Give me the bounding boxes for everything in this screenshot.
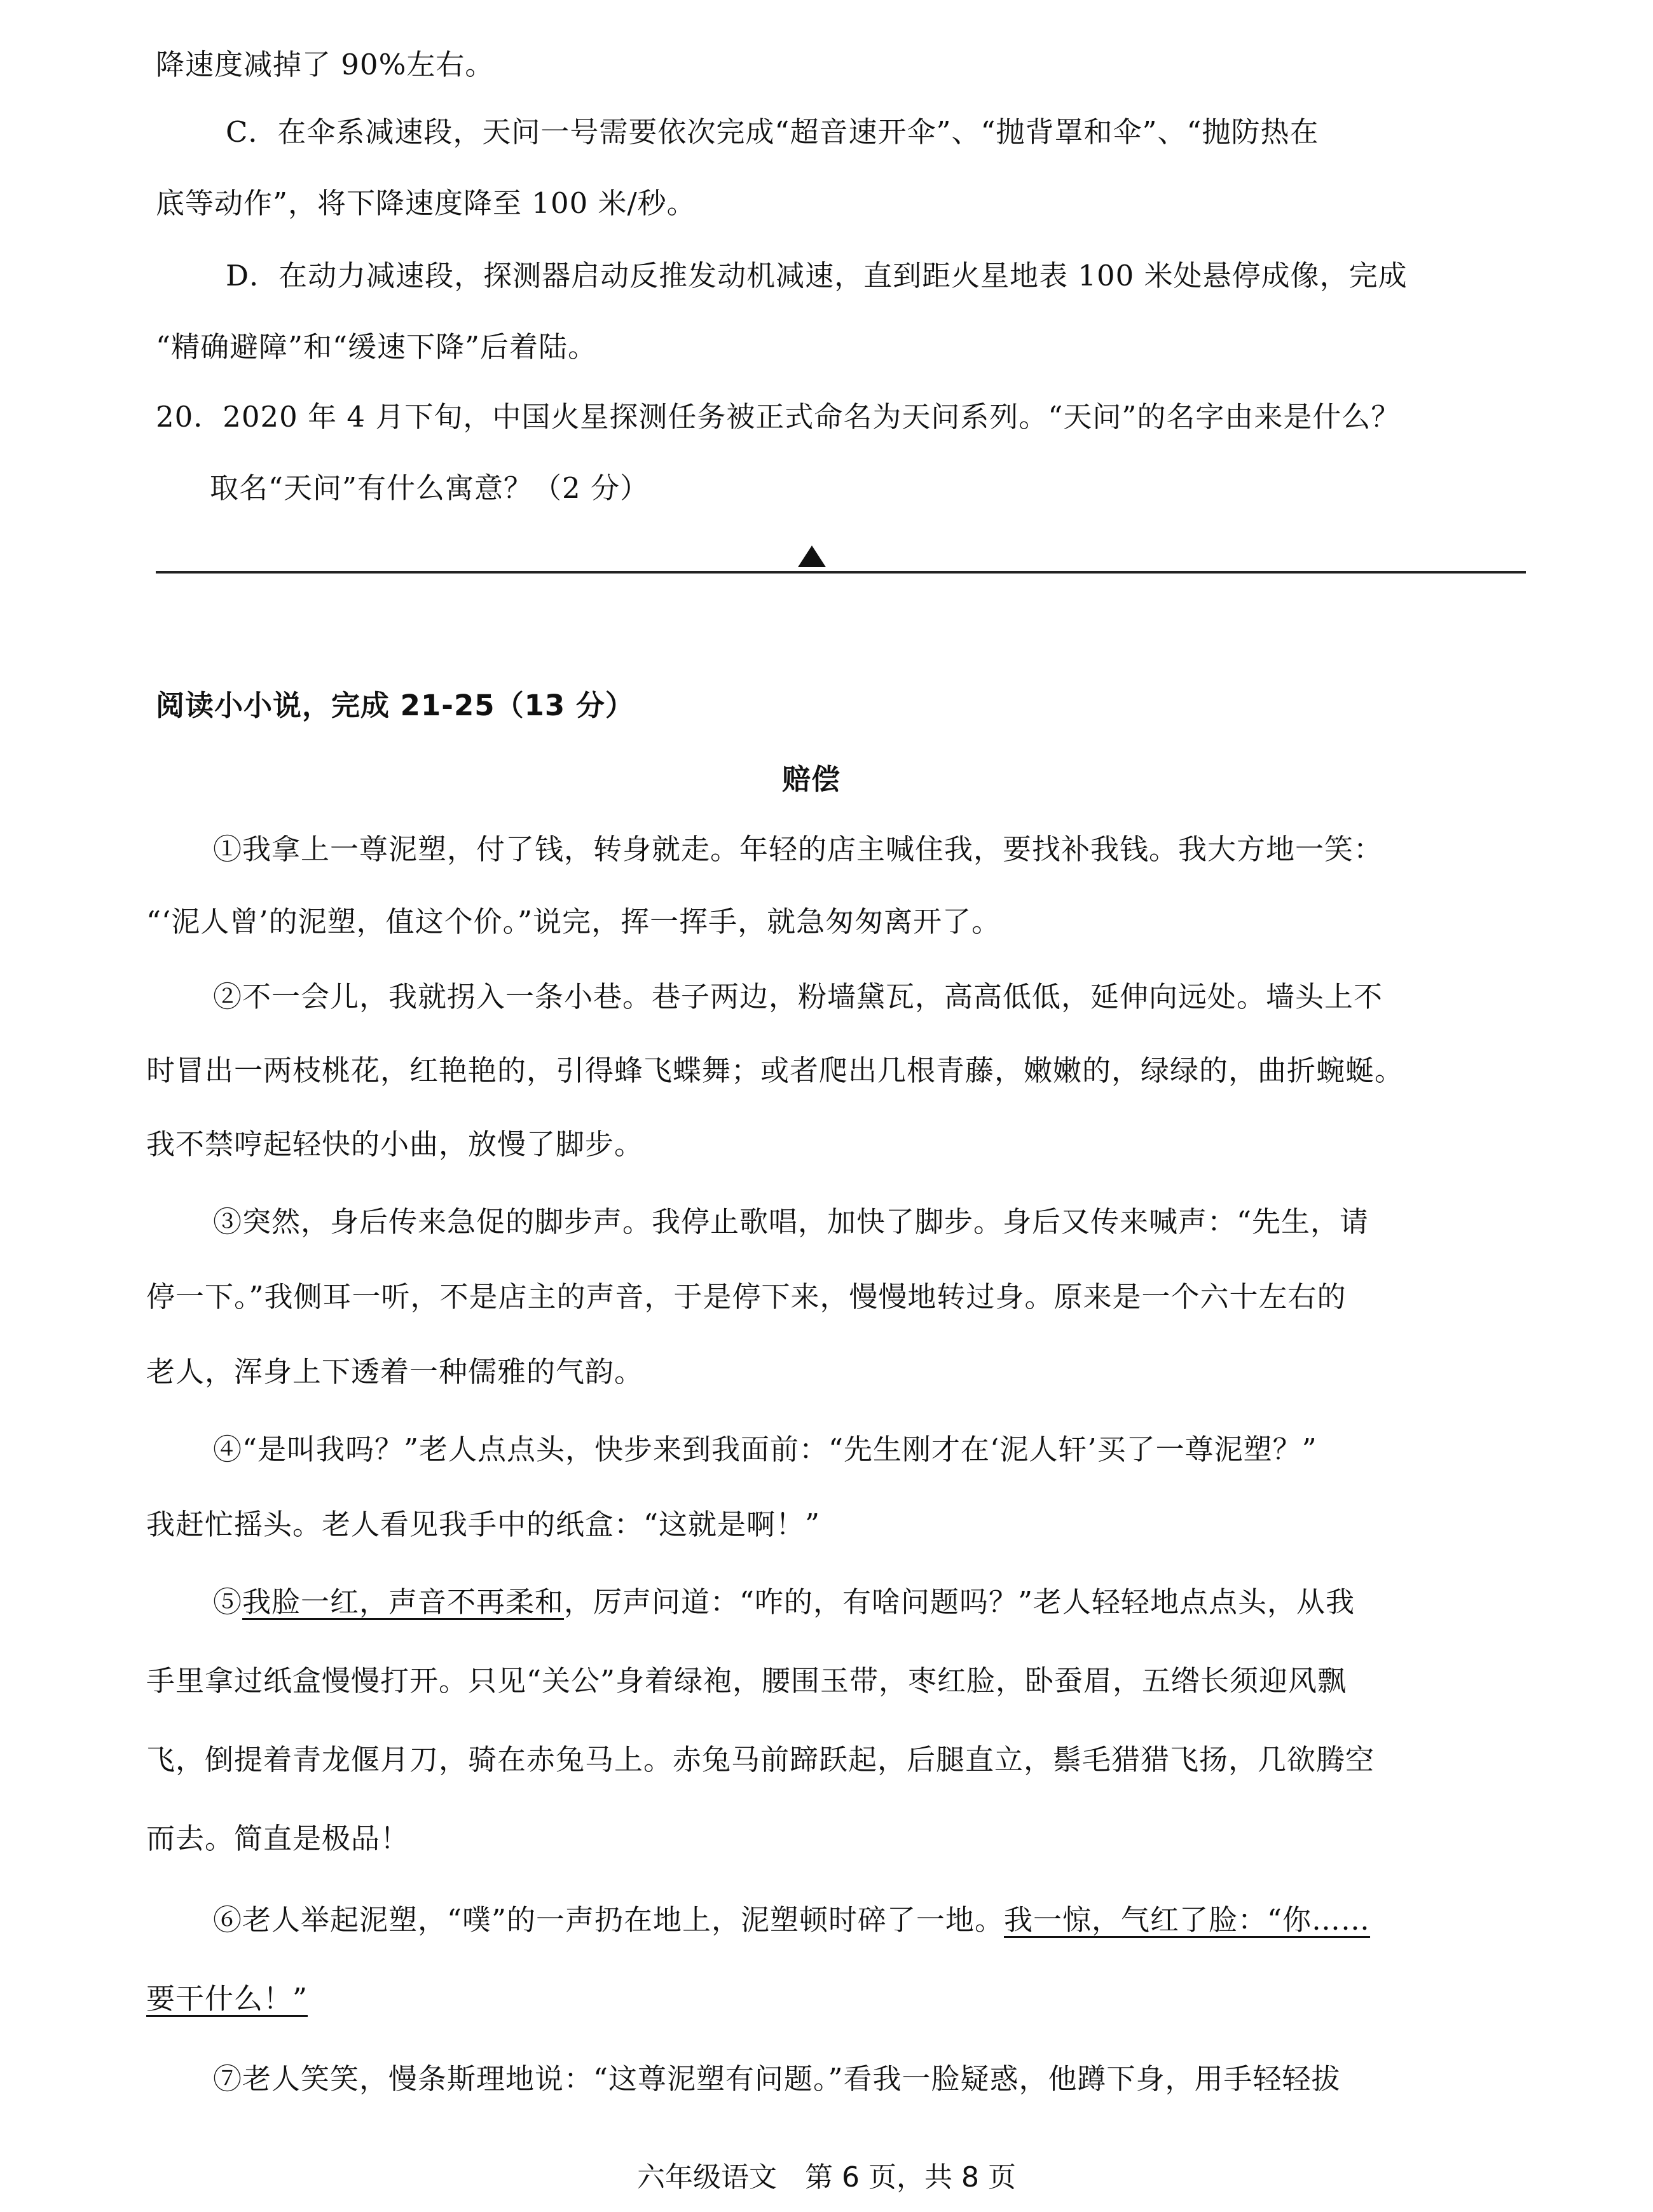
paragraph-1-line1: ①我拿上一尊泥塑，付了钱，转身就走。年轻的店主喊住我，要找补我钱。我大方地一笑： (213, 832, 1383, 866)
paragraph-5-underlined: 我脸一红，声音不再柔和 (242, 1585, 565, 1619)
q19-option-d-line2: “精确避障”和“缓速下降”后着陆。 (156, 330, 598, 364)
q19-option-b-end: 降速度减掉了 90%左右。 (156, 48, 495, 81)
paragraph-5-line3: 飞，倒提着青龙偃月刀，骑在赤兔马上。赤兔马前蹄跃起，后腿直立，鬃毛猎猎飞扬，几欲腾空 (146, 1743, 1375, 1776)
paragraph-4-line1: ④“是叫我吗？”老人点点头，快步来到我面前：“先生刚才在‘泥人轩’买了一尊泥塑？” (213, 1432, 1317, 1466)
paragraph-1-line2: “‘泥人曾’的泥塑，值这个价。”说完，挥一挥手，就急匆匆离开了。 (146, 905, 1001, 938)
paragraph-2-line2: 时冒出一两枝桃花，红艳艳的，引得蜂飞蝶舞；或者爬出几根青藤，嫩嫩的，绿绿的，曲折蜿蜒。 (146, 1054, 1404, 1087)
page-footer: 六年级语文 第 6 页，共 8 页 (637, 2161, 1016, 2194)
q20-line1: 20．2020 年 4 月下旬，中国火星探测任务被正式命名为天问系列。“天问”的名字由来是什么？ (156, 400, 1401, 434)
paragraph-6-underlined-end: 要干什么！” (146, 1982, 308, 2016)
q19-option-d-line1: D．在动力减速段，探测器启动反推发动机减速，直到距火星地表 100 米处悬停成像，完成 (226, 259, 1408, 292)
paragraph-3-line3: 老人，浑身上下透着一种儒雅的气韵。 (146, 1355, 644, 1389)
paragraph-5-rest: ，厉声问道：“咋的，有啥问题吗？”老人轻轻地点点头，从我 (564, 1585, 1355, 1619)
paragraph-4-line2: 我赶忙摇头。老人看见我手中的纸盒：“这就是啊！” (146, 1508, 821, 1541)
paragraph-3-line2: 停一下。”我侧耳一听，不是店主的声音，于是停下来，慢慢地转过身。原来是一个六十左右的 (146, 1280, 1347, 1314)
q19-option-c-line2: 底等动作”，将下降速度降至 100 米/秒。 (156, 186, 696, 220)
paragraph-6-plain: ⑥老人举起泥塑，“噗”的一声扔在地上，泥塑顿时碎了一地。 (213, 1903, 1005, 1937)
story-title: 赔偿 (782, 762, 841, 796)
paragraph-3-line1: ③突然，身后传来急促的脚步声。我停止歌唱，加快了脚步。身后又传来喊声：“先生，请 (213, 1205, 1369, 1239)
paragraph-6-underlined: 我一惊，气红了脸：“你…… (1004, 1903, 1371, 1937)
q19-option-c-line1: C．在伞系减速段，天问一号需要依次完成“超音速开伞”、“抛背罩和伞”、“抛防热在 (226, 115, 1319, 149)
paragraph-6-line2 (146, 1980, 308, 2018)
paragraph-5-line1 (213, 1583, 1355, 1621)
paragraph-2-line3: 我不禁哼起轻快的小曲，放慢了脚步。 (146, 1127, 644, 1161)
answer-line[interactable] (156, 571, 1526, 574)
paragraph-6-line1 (213, 1901, 1370, 1939)
paragraph-5-line2: 手里拿过纸盒慢慢打开。只见“关公”身着绿袍，腰围玉带，枣红脸，卧蚕眉，五绺长须迎风飘 (146, 1664, 1347, 1698)
paragraph-7-line1: ⑦老人笑笑，慢条斯理地说：“这尊泥塑有问题。”看我一脸疑惑，他蹲下身，用手轻轻拔 (213, 2062, 1341, 2096)
triangle-marker-icon (798, 546, 826, 567)
paragraph-5-line4: 而去。简直是极品！ (146, 1822, 410, 1855)
paragraph-2-line1: ②不一会儿，我就拐入一条小巷。巷子两边，粉墙黛瓦，高高低低，延伸向远处。墙头上不 (213, 980, 1383, 1013)
reading-instruction: 阅读小小说，完成 21-25（13 分） (156, 689, 634, 722)
q20-line2: 取名“天问”有什么寓意？（2 分） (210, 471, 649, 505)
paragraph-5-number: ⑤ (213, 1585, 243, 1619)
